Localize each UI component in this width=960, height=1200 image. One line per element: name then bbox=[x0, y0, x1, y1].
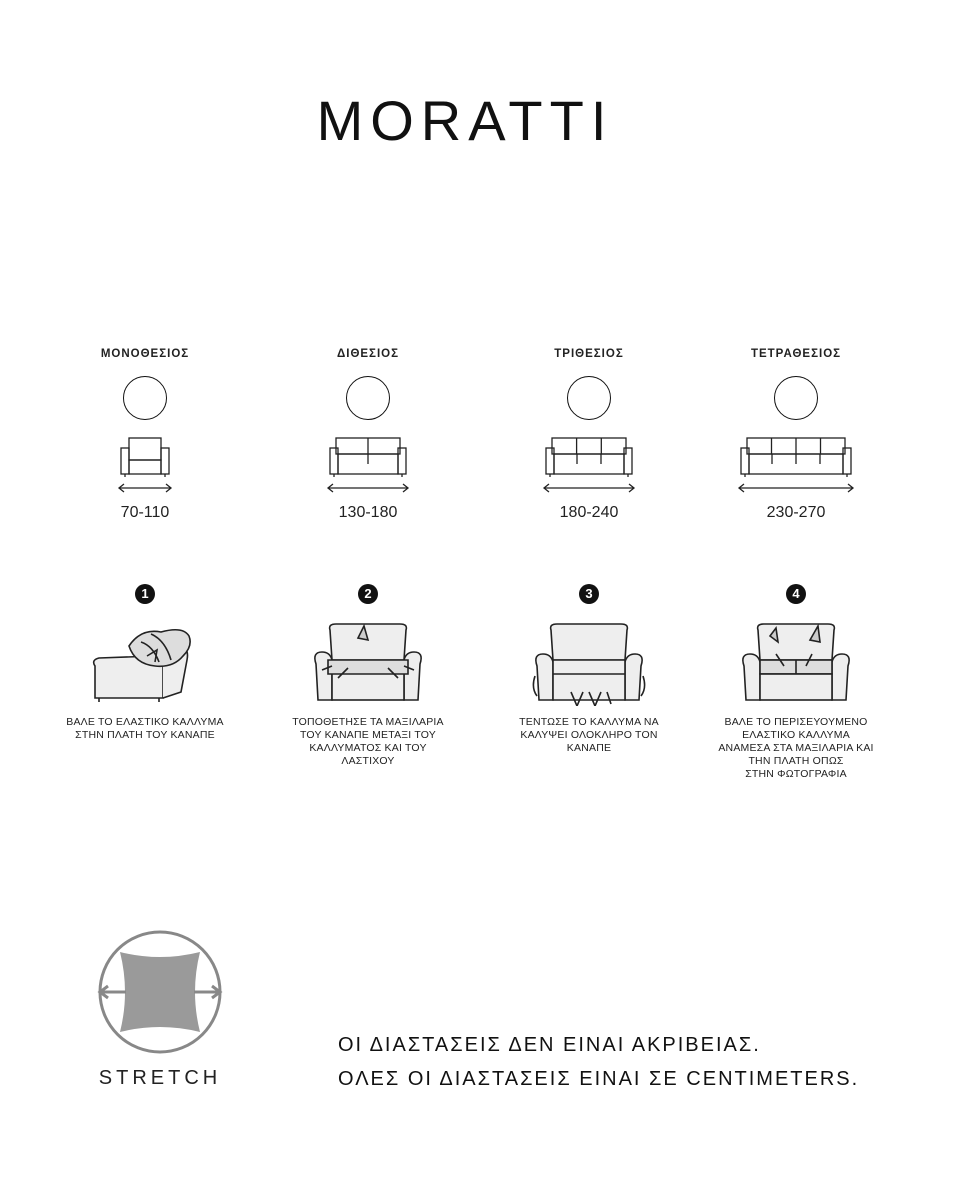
size-range: 180-240 bbox=[559, 504, 619, 521]
size-select-circle[interactable] bbox=[774, 376, 818, 420]
size-name: ΔΙΘΕΣΙΟΣ bbox=[336, 348, 400, 360]
dimension-notes bbox=[338, 1028, 938, 1096]
size-option-single[interactable] bbox=[45, 348, 245, 522]
note-line-units: ΟΛΕΣ ΟΙ ΔΙΑΣΤΑΣΕΙΣ ΕΙΝΑΙ ΣΕ CENTIMETERS. bbox=[338, 1068, 860, 1090]
install-step-2 bbox=[268, 584, 468, 768]
step-number-badge: 3 bbox=[579, 584, 599, 604]
stretch-badge bbox=[92, 928, 228, 1090]
size-name: ΜΟΝΟΘΕΣΙΟΣ bbox=[100, 348, 190, 360]
size-range: 70-110 bbox=[120, 504, 170, 521]
step-number-badge: 4 bbox=[786, 584, 806, 604]
sofa-tuck-cover-icon bbox=[736, 616, 856, 706]
sofa-2-seat-icon bbox=[326, 434, 410, 500]
size-select-circle[interactable] bbox=[567, 376, 611, 420]
step-description: ΤΟΠΟΘΕΤΗΣΕ ΤΑ ΜΑΞΙΛΑΡΙΑ ΤΟΥ ΚΑΝΑΠΕ ΜΕΤΑΞΙ ΤΟΥ ΚΑΛΛΥΜΑΤΟΣ ΚΑΙ ΤΟΥ ΛΑΣΤΙΧΟΥ bbox=[292, 716, 444, 767]
sofa-cover-back-icon bbox=[85, 616, 205, 706]
install-step-3 bbox=[489, 584, 689, 755]
step-description: ΒΑΛΕ ΤΟ ΕΛΑΣΤΙΚΟ ΚΑΛΛΥΜΑ ΣΤΗΝ ΠΛΑΤΗ ΤΟΥ ΚΑΝΑΠΕ bbox=[66, 716, 224, 741]
stretch-label: STRETCH bbox=[98, 1067, 222, 1089]
install-step-1 bbox=[45, 584, 245, 742]
size-option-triple[interactable] bbox=[489, 348, 689, 522]
size-range: 230-270 bbox=[766, 504, 826, 521]
size-option-quad[interactable] bbox=[696, 348, 896, 522]
step-description: ΤΕΝΤΩΣΕ ΤΟ ΚΑΛΛΥΜΑ ΝΑ ΚΑΛΥΨΕΙ ΟΛΟΚΛΗΡΟ ΤΟΝ ΚΑΝΑΠΕ bbox=[519, 716, 659, 754]
size-name: ΤΕΤΡΑΘΕΣΙΟΣ bbox=[750, 348, 842, 360]
size-select-circle[interactable] bbox=[346, 376, 390, 420]
sofa-1-seat-icon bbox=[115, 434, 175, 500]
sofa-cushions-icon bbox=[308, 616, 428, 706]
step-description: ΒΑΛΕ ΤΟ ΠΕΡΙΣΕΥΟΥΜΕΝΟ ΕΛΑΣΤΙΚΟ ΚΑΛΛΥΜΑ ΑΝΑΜΕΣΑ ΣΤΑ ΜΑΞΙΛΑΡΙΑ ΚΑΙ ΤΗΝ ΠΛΑΤΗ ΟΠΩΣ ΣΤΗΝ ΦΩΤΟΓΡΑΦΙΑ bbox=[718, 716, 874, 780]
size-range: 130-180 bbox=[338, 504, 398, 521]
sofa-3-seat-icon bbox=[542, 434, 636, 500]
sofa-4-seat-icon bbox=[737, 434, 855, 500]
brand-logo: MORATTI bbox=[316, 89, 614, 152]
size-select-circle[interactable] bbox=[123, 376, 167, 420]
stretch-fabric-icon bbox=[92, 928, 228, 1058]
size-name: ΤΡΙΘΕΣΙΟΣ bbox=[554, 348, 624, 360]
sofa-stretch-cover-icon bbox=[529, 616, 649, 706]
step-number-badge: 2 bbox=[358, 584, 378, 604]
step-number-badge: 1 bbox=[135, 584, 155, 604]
note-line-accuracy: ΟΙ ΔΙΑΣΤΑΣΕΙΣ ΔΕΝ ΕΙΝΑΙ ΑΚΡΙΒΕΙΑΣ. bbox=[338, 1034, 761, 1056]
install-step-4 bbox=[696, 584, 896, 781]
size-option-double[interactable] bbox=[268, 348, 468, 522]
